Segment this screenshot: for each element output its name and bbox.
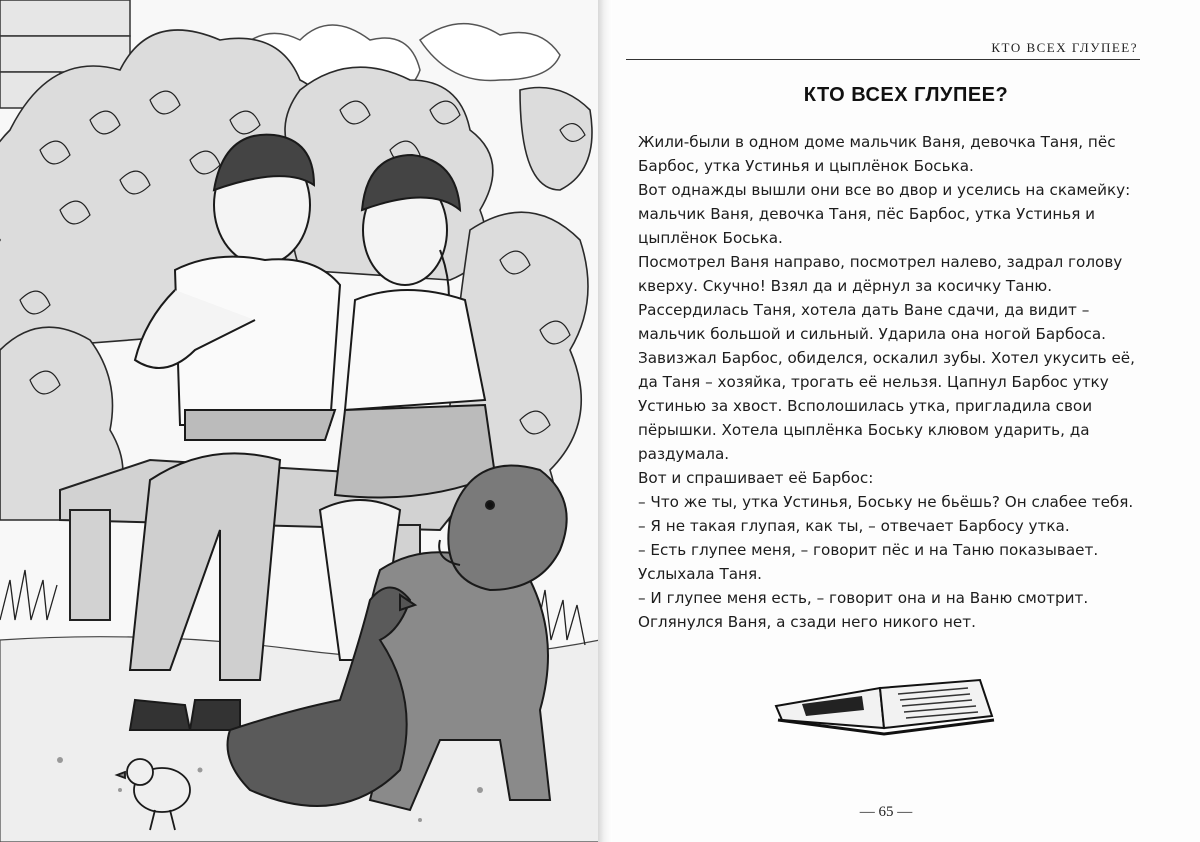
page-number: — 65 —	[859, 804, 913, 820]
book-gutter	[598, 0, 612, 842]
paragraph-6: – Что же ты, утка Устинья, Боську не бьёшь? Он слабее тебя.	[638, 493, 1134, 511]
paragraph-7: – Я не такая глупая, как ты, – отвечает Барбосу утка.	[638, 517, 1070, 535]
paragraph-9: Услыхала Таня.	[638, 565, 762, 583]
paragraph-2: Вот однажды вышли они все во двор и уселись на скамейку: мальчик Ваня, девочка Таня, пёс Барбос, утка Устинья и цыплёнок Боська.	[638, 181, 1131, 247]
open-book-icon	[772, 676, 996, 745]
paragraph-4: Рассердилась Таня, хотела дать Ване сдачи, да видит – мальчик большой и сильный. Ударила она ногой Барбоса. Завизжал Барбос, обиделся, оскалил зубы. Хотел укусить её, да Таня – хозяйка, трогать её нельзя. Цапнул Барбос утку Устинью за хвост. Всполошилась утка, пригладила свои пёрышки. Хотела цыплёнка Боську клювом ударить, да раздумала.	[638, 301, 1135, 463]
story-title: КТО ВСЕХ ГЛУПЕЕ?	[803, 84, 1009, 106]
paragraph-3: Посмотрел Ваня направо, посмотрел налево, задрал голову кверху. Скучно! Взял да и дёрнул за косичку Таню.	[638, 253, 1123, 295]
paragraph-1: Жили-были в одном доме мальчик Ваня, девочка Таня, пёс Барбос, утка Устинья и цыплёнок Боська.	[638, 133, 1116, 175]
paragraph-8: – Есть глупее меня, – говорит пёс и на Таню показывает.	[638, 541, 1099, 559]
story-body	[638, 130, 1138, 634]
paragraph-11: Оглянулся Ваня, а сзади него никого нет.	[638, 613, 976, 631]
paragraph-10: – И глупее меня есть, – говорит она и на Ваню смотрит.	[638, 589, 1089, 607]
paragraph-5: Вот и спрашивает её Барбос:	[638, 469, 874, 487]
text-page	[612, 0, 1200, 842]
running-head: КТО ВСЕХ ГЛУПЕЕ?	[991, 40, 1138, 55]
header-rule	[626, 59, 1140, 60]
